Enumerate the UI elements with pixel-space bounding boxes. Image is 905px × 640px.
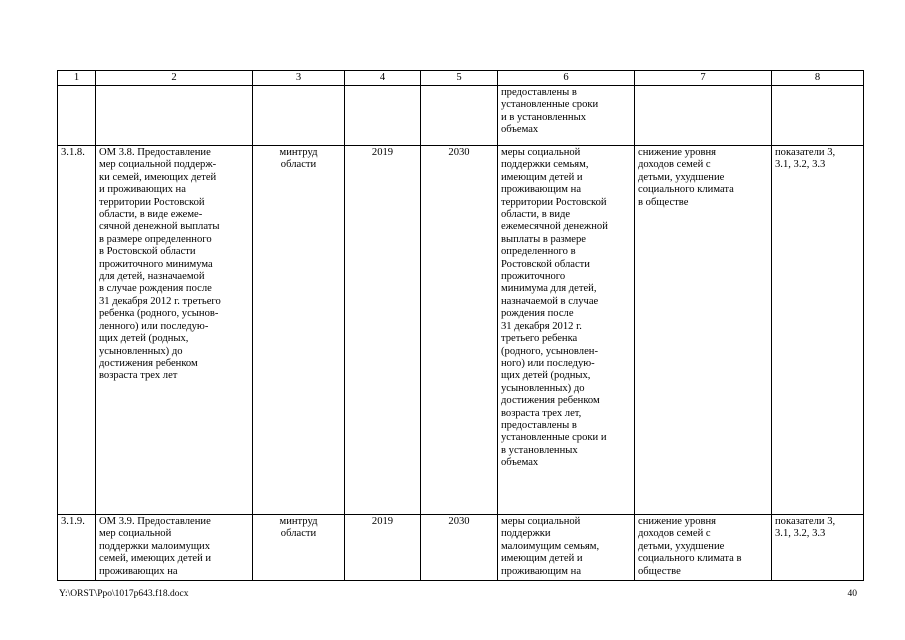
column-number: 7: [635, 71, 772, 86]
executor-cell: минтруд области: [253, 515, 345, 581]
end-year-cell: 2030: [421, 146, 498, 515]
footer-page-number: 40: [847, 589, 857, 599]
consequences-cell: снижение уровня доходов семей с детьми, ухудшение социального климата в обществе: [635, 515, 772, 581]
expected-result-cell: меры социальной поддержки семьям, имеющим детей и проживающим на территории Ростовской области, в виде ежемесячной денежной выплаты в размере определенного в Ростовской области прожиточного минимума для детей, назначаемой в случае рождения после 31 декабря 2012 г. третьего ребенка (родного, усыновлен- ного) или последую- щих детей (родных, усыновленных) до достижения ребенком возраста трех лет, предоставлены в установленные сроки и в установленных объемах: [498, 146, 635, 515]
measure-name-cell: ОМ 3.8. Предоставление мер социальной поддерж- ки семей, имеющих детей и проживающих на территории Ростовской области, в виде ежеме- сячной денежной выплаты в размере определенного в Ростовской области прожиточного минимума для детей, назначаемой в случае рождения после 31 декабря 2012 г. третьего ребенка (родного, усынов- ленного) или последую- щих детей (родных, усыновленных) до достижения ребенком возраста трех лет: [96, 146, 253, 515]
indicators-cell: показатели 3, 3.1, 3.2, 3.3: [772, 515, 864, 581]
executor-cell: минтруд области: [253, 146, 345, 515]
start-year-cell: 2019: [345, 146, 421, 515]
footer-file-path: Y:\ORST\Ppo\1017p643.f18.docx: [59, 589, 189, 599]
measure-name-cell: [96, 86, 253, 146]
end-year-cell: [421, 86, 498, 146]
column-number: 8: [772, 71, 864, 86]
measure-name-cell: ОМ 3.9. Предоставление мер социальной поддержки малоимущих семей, имеющих детей и проживающих на: [96, 515, 253, 581]
row-number-cell: 3.1.9.: [58, 515, 96, 581]
start-year-cell: [345, 86, 421, 146]
program-table: [57, 70, 864, 581]
table-row: [58, 515, 864, 581]
start-year-cell: 2019: [345, 515, 421, 581]
consequences-cell: снижение уровня доходов семей с детьми, ухудшение социального климата в обществе: [635, 146, 772, 515]
indicators-cell: [772, 86, 864, 146]
row-number-cell: [58, 86, 96, 146]
column-number: 6: [498, 71, 635, 86]
column-number: 4: [345, 71, 421, 86]
row-number-cell: 3.1.8.: [58, 146, 96, 515]
column-number-row: [58, 71, 864, 86]
column-number: 3: [253, 71, 345, 86]
end-year-cell: 2030: [421, 515, 498, 581]
expected-result-cell: предоставлены в установленные сроки и в установленных объемах: [498, 86, 635, 146]
table-row: [58, 146, 864, 515]
column-number: 5: [421, 71, 498, 86]
column-number: 2: [96, 71, 253, 86]
expected-result-cell: меры социальной поддержки малоимущим семьям, имеющим детей и проживающим на: [498, 515, 635, 581]
indicators-cell: показатели 3, 3.1, 3.2, 3.3: [772, 146, 864, 515]
column-number: 1: [58, 71, 96, 86]
table-row: [58, 86, 864, 146]
executor-cell: [253, 86, 345, 146]
consequences-cell: [635, 86, 772, 146]
